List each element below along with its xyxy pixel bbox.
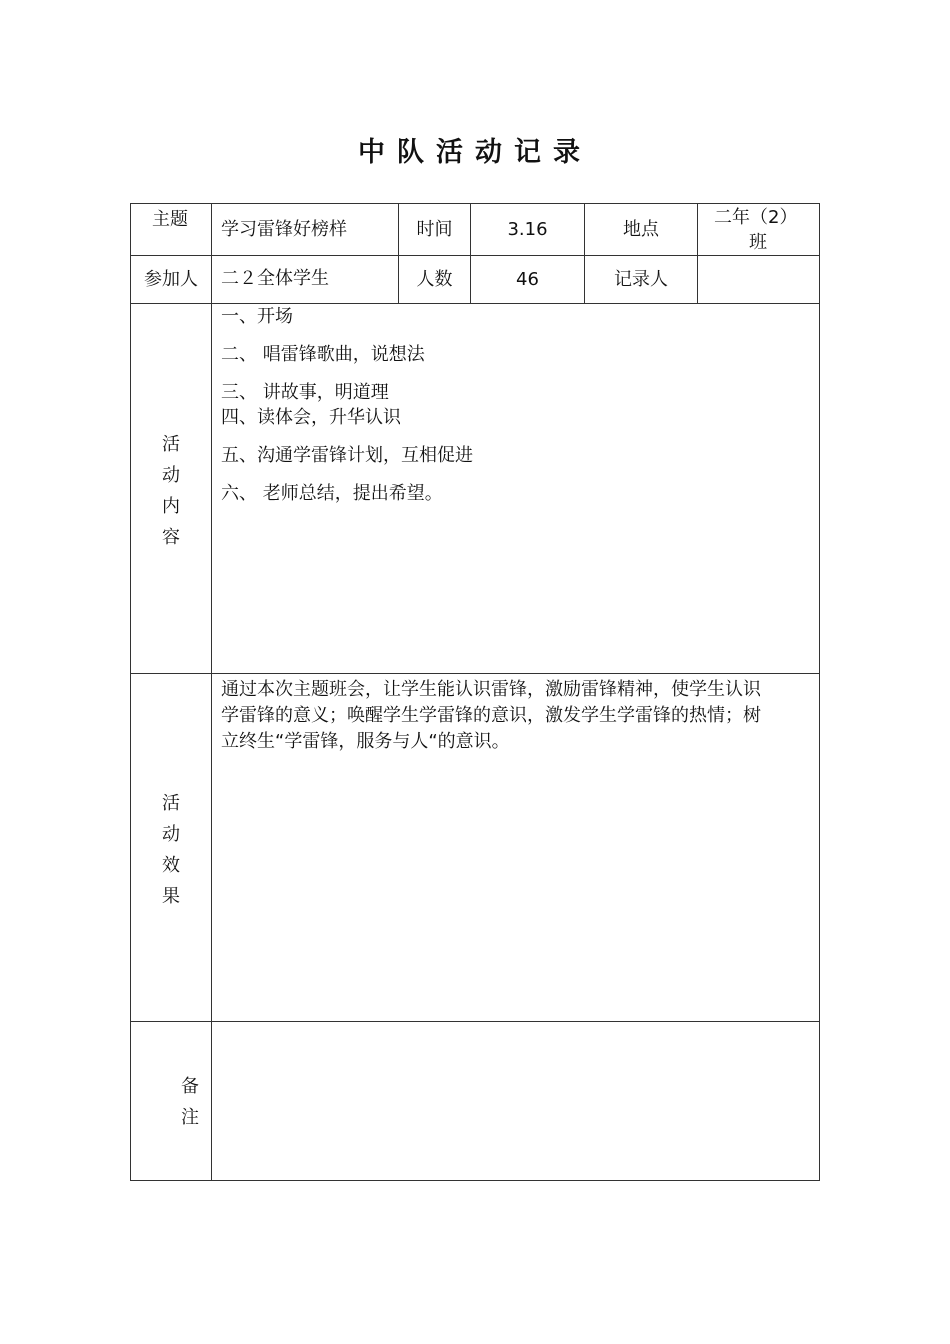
- count-label: 人数: [416, 268, 453, 290]
- effect-line: 通过本次主题班会，让学生能认识雷锋，激励雷锋精神，使学生认识: [221, 679, 761, 700]
- place-value-line1: 二年（2）: [714, 207, 798, 228]
- content-item: 五、沟通学雷锋计划，互相促进: [221, 445, 473, 466]
- participants-value: 二２全体学生: [221, 268, 329, 289]
- time-label: 时间: [416, 218, 453, 240]
- recorder-value: [698, 256, 819, 303]
- time-value: 3.16: [507, 218, 548, 240]
- participants-label: 参加人: [144, 268, 198, 290]
- content-item: 三、 讲故事，明道理: [221, 382, 389, 403]
- content-label-char: 活: [162, 434, 180, 455]
- topic-label: 主题: [152, 209, 188, 230]
- place-value-line2: 班: [749, 232, 767, 253]
- recorder-label: 记录人: [614, 268, 668, 290]
- content-item: 一、开场: [221, 306, 293, 327]
- effect-line: 立终生“学雷锋，服务与人“的意识。: [221, 731, 510, 752]
- effect-line: 学雷锋的意义；唤醒学生学雷锋的意识，激发学生学雷锋的热情；树: [221, 705, 761, 726]
- effect-label-char: 动: [162, 824, 180, 845]
- effect-label-char: 果: [162, 886, 180, 907]
- count-value: 46: [516, 268, 539, 290]
- effect-label-char: 活: [162, 793, 180, 814]
- place-label: 地点: [623, 218, 659, 240]
- content-label-char: 容: [162, 527, 180, 548]
- content-label: [161, 429, 181, 553]
- content-label-char: 内: [162, 496, 180, 517]
- content-item: 二、 唱雷锋歌曲，说想法: [221, 344, 425, 365]
- effect-label-char: 效: [162, 855, 180, 876]
- remarks-label-char: 注: [181, 1107, 199, 1128]
- topic-value: 学习雷锋好榜样: [221, 219, 347, 240]
- remarks-label: [180, 1071, 200, 1133]
- content-label-char: 动: [162, 465, 180, 486]
- effect-label: [161, 788, 181, 912]
- remarks-label-char: 备: [181, 1076, 199, 1097]
- content-item: 四、读体会，升华认识: [221, 407, 401, 428]
- page-title: 中队活动记录: [358, 137, 592, 168]
- content-item: 六、 老师总结，提出希望。: [221, 483, 443, 504]
